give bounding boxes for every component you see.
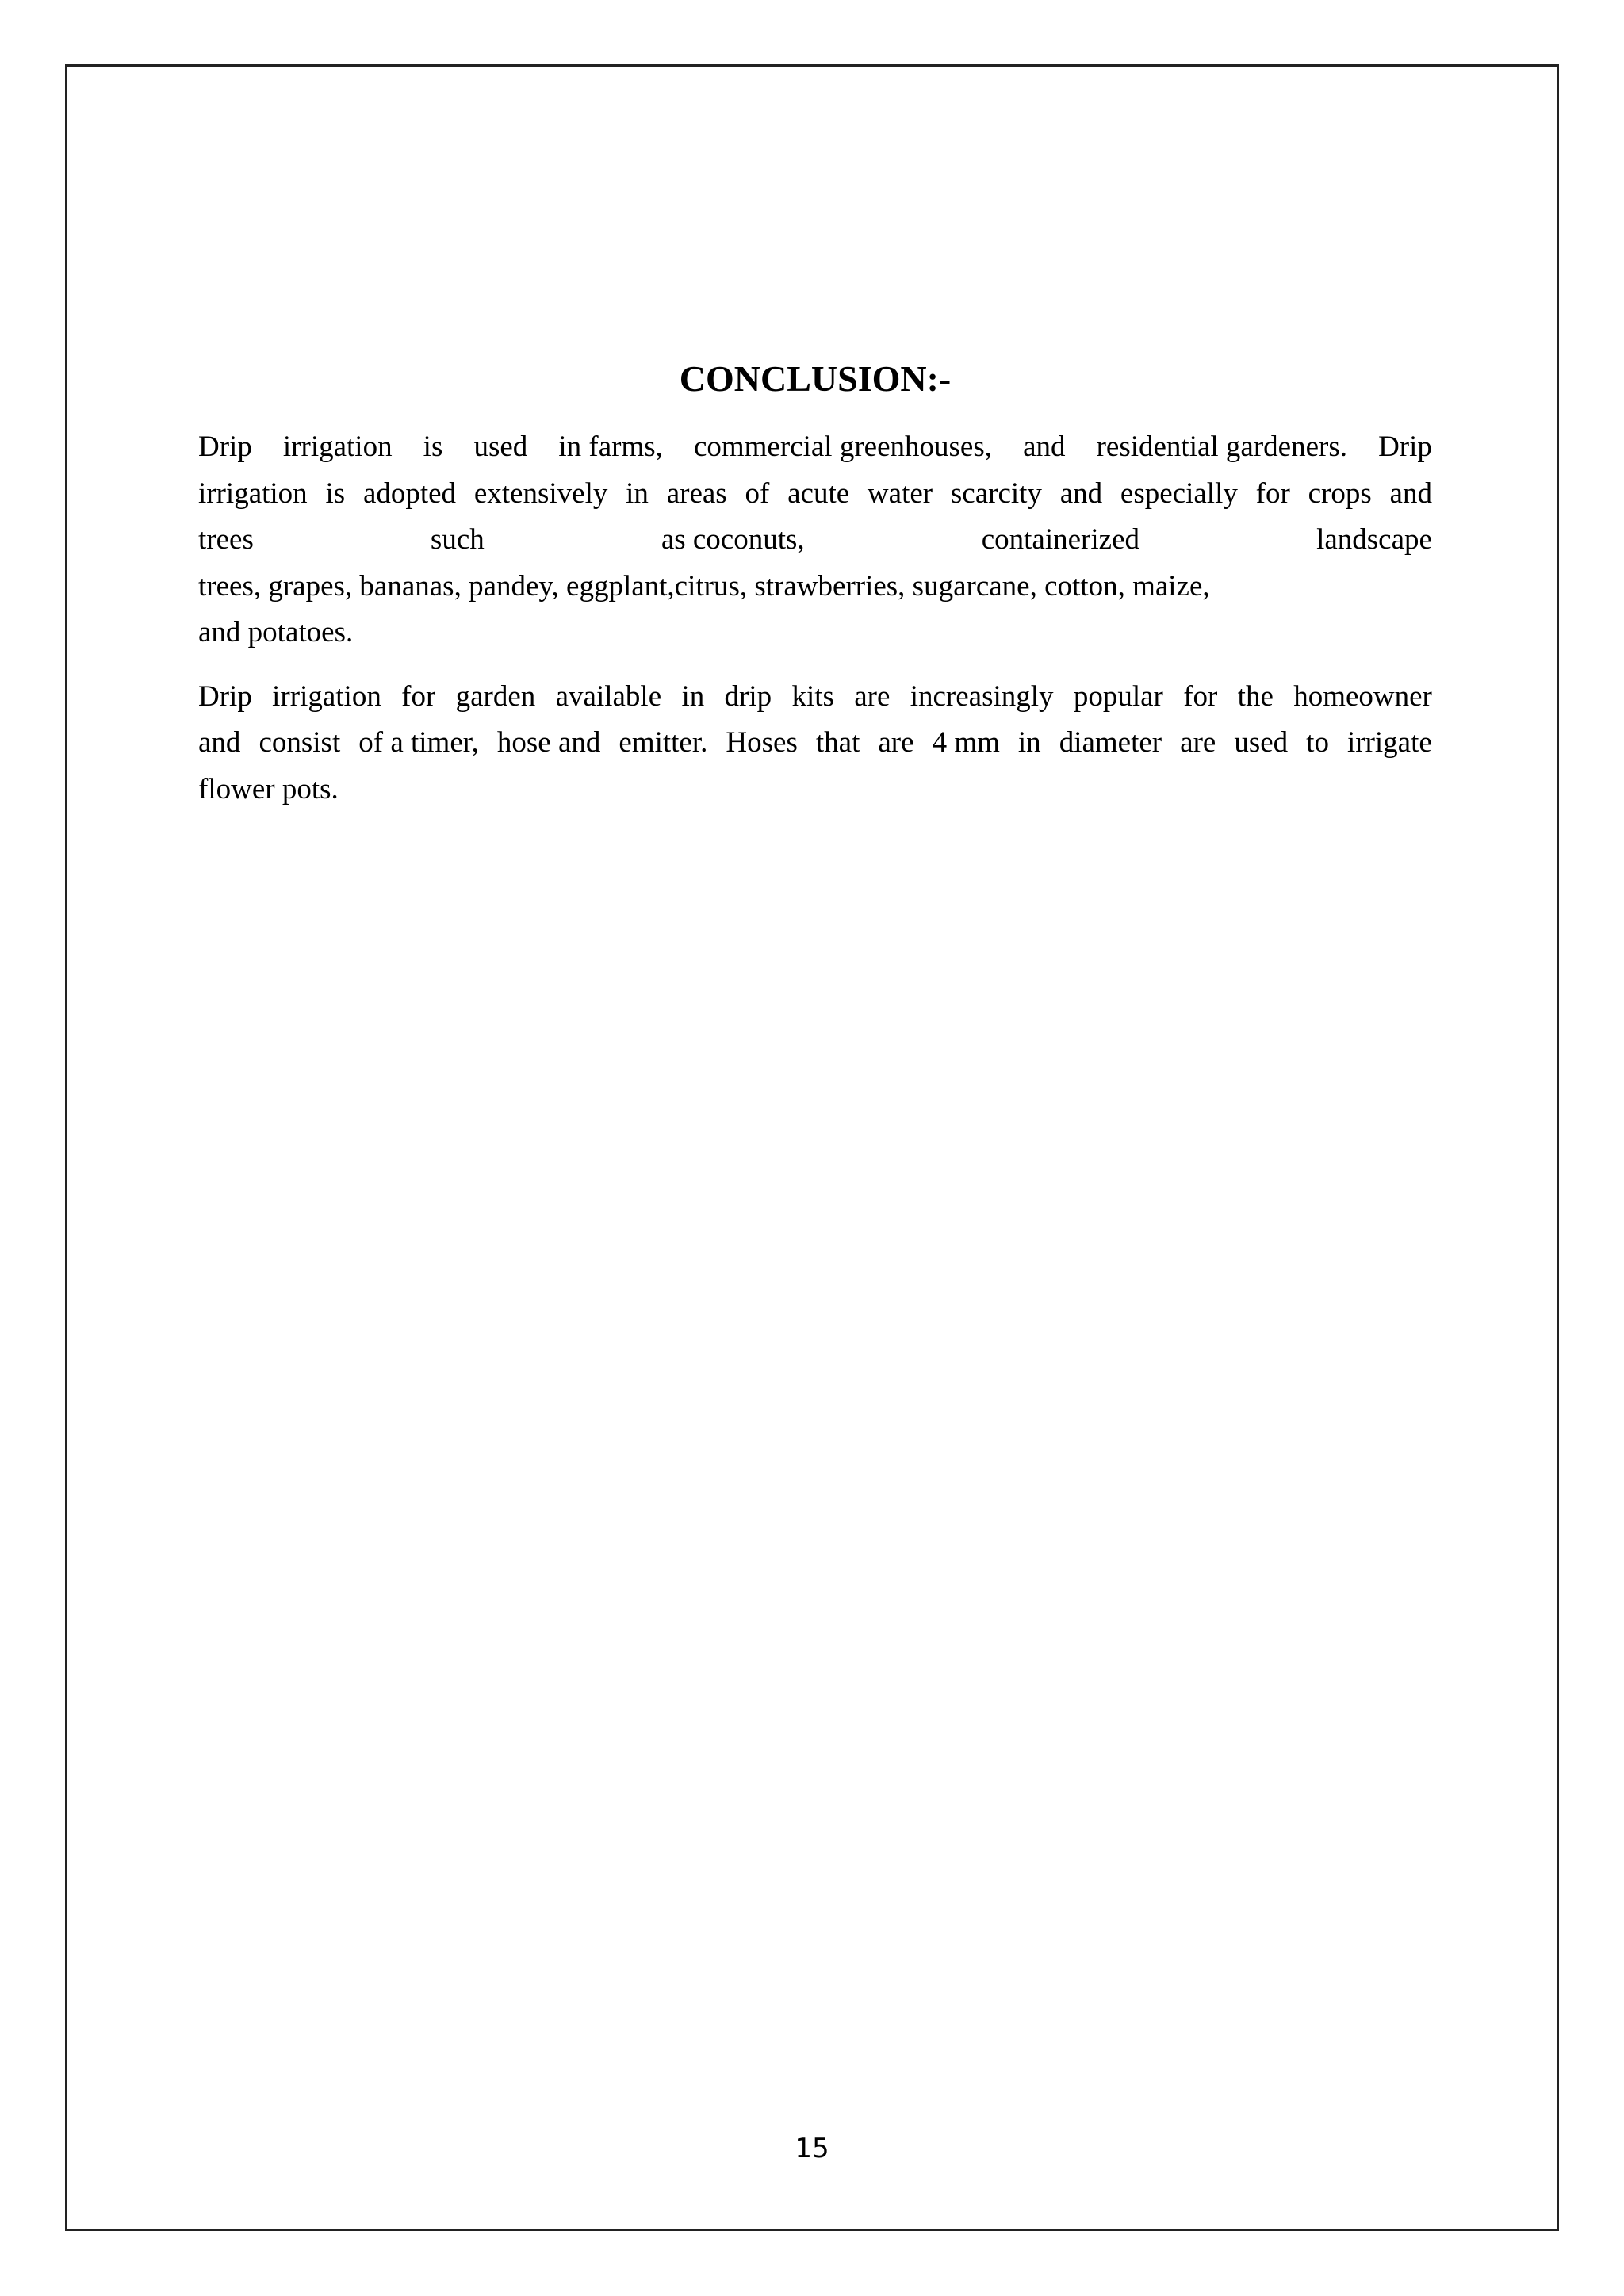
word: for [1183,679,1218,713]
word: consist [259,726,341,759]
word: containerized [981,523,1140,556]
word: of a timer, [358,726,479,759]
word: are [854,679,891,713]
word: especially [1120,476,1238,510]
word: irrigate [1346,726,1432,759]
paragraph-drip-irrigation-uses [198,424,1432,656]
paragraph-line [198,517,1432,564]
word: extensively [473,476,608,510]
word: commercial greenhouses, [693,430,992,463]
word: irrigation [282,430,393,463]
paragraph-line [198,471,1432,518]
word: acute [787,476,850,510]
paragraph-line: flower pots. [198,772,339,806]
paragraph-line: and potatoes. [198,616,354,649]
word: diameter [1059,726,1162,759]
section-heading: CONCLUSION:- [679,358,952,399]
word: scarcity [950,476,1042,510]
word: are [1180,726,1216,759]
word: and [1023,430,1066,463]
word: available [555,679,662,713]
word: water [867,476,933,510]
word: crops [1308,476,1372,510]
word: such [430,523,485,556]
word: emitter. [619,726,708,759]
word: irrigation [198,476,308,510]
word: used [473,430,528,463]
word: and [198,726,241,759]
word: in [681,679,705,713]
word: residential gardeners. [1096,430,1347,463]
word: to [1306,726,1329,759]
word: and [1389,476,1432,510]
word: hose and [496,726,601,759]
word: garden [455,679,536,713]
paragraph-line [198,674,1432,721]
word: in [1017,726,1041,759]
word: Hoses [726,726,798,759]
word: drip [724,679,772,713]
word: popular [1073,679,1163,713]
word: homeowner [1293,679,1432,713]
word: Drip [1378,430,1432,463]
paragraph-line [198,424,1432,471]
word: is [423,430,443,463]
word: used [1234,726,1289,759]
word: areas [666,476,727,510]
word: and [1059,476,1103,510]
word: increasingly [910,679,1054,713]
word: in [626,476,649,510]
word: irrigation [272,679,381,713]
word: for [1255,476,1290,510]
word: is [325,476,346,510]
word: Drip [198,679,252,713]
word: kits [791,679,834,713]
page-number: 15 [795,2133,829,2164]
word: adopted [362,476,457,510]
word: of [745,476,770,510]
word: 4 mm [932,726,1000,759]
word: for [401,679,436,713]
paragraph-line [198,720,1432,767]
word: that [815,726,860,759]
word: trees [198,523,254,556]
word: the [1237,679,1274,713]
paragraph-garden-drip-kits [198,674,1432,813]
document-body [198,351,1432,813]
word: landscape [1316,523,1432,556]
word: Drip [198,430,252,463]
word: are [878,726,914,759]
word: in farms, [558,430,663,463]
word: as coconuts, [661,523,805,556]
paragraph-line: trees, grapes, bananas, pandey, eggplant,citrus, strawberries, sugarcane, cotton, maize, [198,569,1210,603]
